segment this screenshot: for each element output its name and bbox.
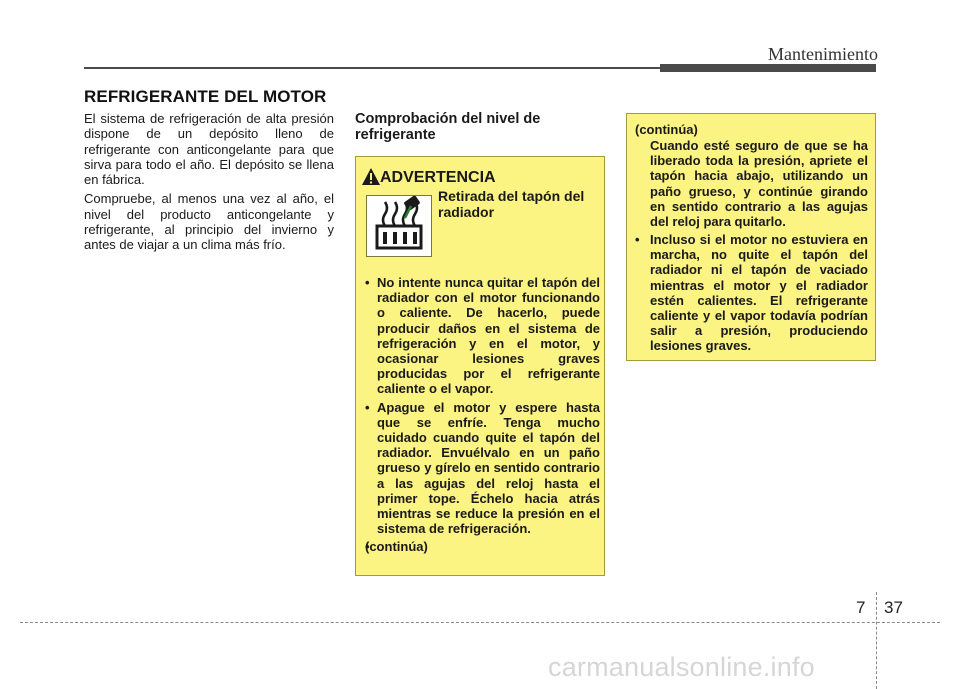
footer-divider xyxy=(876,592,877,689)
warning-subtitle: Retirada del tapón del radiador xyxy=(438,188,585,220)
watermark: carmanualsonline.info xyxy=(548,652,815,682)
continuation-text: Cuando esté seguro de que se ha liberado toda la presión, apriete el tapón hacia abajo, utilizando un paño grueso, y continúe girando en sentido contrario a las agujas del reloj para quitarlo. xyxy=(650,138,868,230)
continuation-box xyxy=(626,113,876,361)
warning-item-1: • No intente nunca quitar el tapón del radiador con el motor funcionando o caliente. De hacerlo, puede producir daños en el sistema de refrigeración y en el motor, y ocasionar lesiones graves producidas por el refrigerante caliente o el vapor. xyxy=(365,275,600,397)
continuation-label: (continúa) xyxy=(635,122,698,137)
warning-label: ADVERTENCIA xyxy=(380,169,496,186)
continuation-item-1: • Incluso si el motor no estuviera en marcha, no quite el tapón del radiador ni el tapón de vaciado mientras el motor y el radiador estén calientes. El refrigerante caliente y el vapor todavía podrían salir a presión, produciendo lesiones graves. xyxy=(635,232,868,354)
warning-continues-text: (continúa) xyxy=(365,539,428,555)
subheading: Comprobación del nivel de refrigerante xyxy=(355,111,541,143)
intro-column xyxy=(84,111,334,257)
page-heading: REFRIGERANTE DEL MOTOR xyxy=(84,87,327,106)
intro-paragraph-2: Compruebe, al menos una vez al año, el nivel del producto anticongelante y refrigerante, al principio del invierno y antes de viajar a un clima más frío. xyxy=(84,191,334,253)
continuation-list xyxy=(635,232,868,354)
page-number: 37 xyxy=(884,598,903,617)
footer-rule xyxy=(20,622,940,623)
intro-paragraph-1: El sistema de refrigeración de alta presión dispone de un depósito lleno de refrigerante con anticongelante para que sirva para todo el año. El depósito se llena en fábrica. xyxy=(84,111,334,188)
radiator-hot-icon xyxy=(366,195,432,257)
header-rule-bar xyxy=(660,64,876,72)
warning-item-2: • Apague el motor y espere hasta que se enfríe. Tenga mucho cuidado cuando quite el tapón del radiador. Envuélvalo en un paño grueso y gírelo en sentido contrario a las agujas del reloj hasta el primer tope. Échelo hacia atrás mientras se reduce la presión en el sistema de refrigeración. xyxy=(365,400,600,537)
chapter-number: 7 xyxy=(856,598,866,617)
warning-box xyxy=(355,156,605,576)
warning-continues-label xyxy=(365,539,600,554)
warning-list xyxy=(365,275,600,558)
warning-triangle-icon xyxy=(361,167,381,186)
header-rule xyxy=(84,67,660,69)
section-header-title: Mantenimiento xyxy=(768,44,878,64)
